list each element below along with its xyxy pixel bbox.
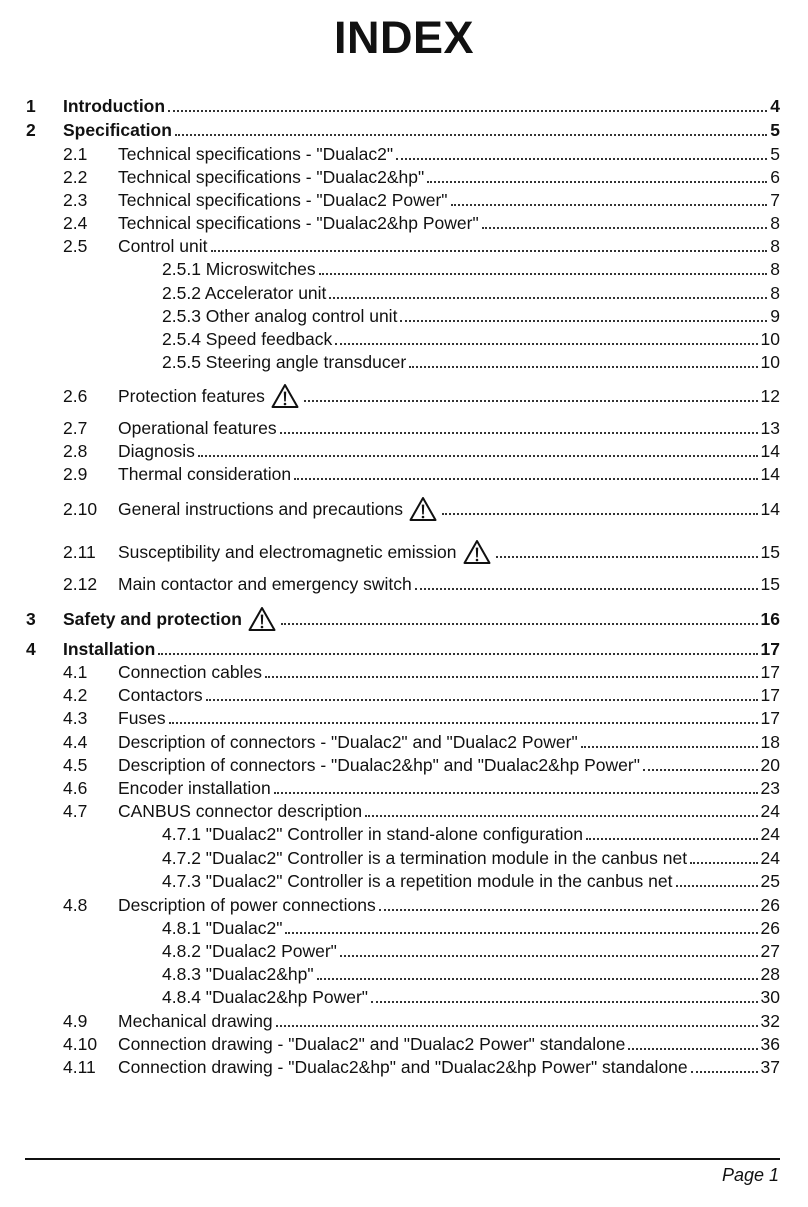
toc-entry-page: 12 bbox=[760, 385, 780, 406]
toc-entry-title: 4.8.4 "Dualac2&hp Power" bbox=[162, 986, 369, 1007]
toc-entry[interactable] bbox=[63, 684, 780, 706]
toc-entry-title: Connection drawing - "Dualac2" and "Dualac2 Power" standalone bbox=[118, 1033, 626, 1054]
toc-entry-title: 4.7.1 "Dualac2" Controller in stand-alone configuration bbox=[162, 823, 584, 844]
toc-entry[interactable] bbox=[63, 417, 780, 439]
toc-entry-number: 2.9 bbox=[63, 463, 88, 484]
toc-entry-title: Connection drawing - "Dualac2&hp" and "Dualac2&hp Power" standalone bbox=[118, 1056, 688, 1077]
toc-entry-title: Control unit bbox=[118, 235, 208, 256]
toc-entry-number: 3 bbox=[26, 608, 36, 629]
toc-entry-number: 4.5 bbox=[63, 754, 88, 775]
dot-leader bbox=[396, 144, 767, 164]
toc-entry-number: 4.11 bbox=[63, 1056, 96, 1077]
toc-entry-page: 36 bbox=[760, 1033, 780, 1054]
toc-entry-number: 2.1 bbox=[63, 143, 88, 164]
dot-leader bbox=[379, 895, 758, 915]
dot-leader bbox=[427, 167, 767, 187]
dot-leader bbox=[175, 120, 767, 140]
toc-entry[interactable] bbox=[63, 731, 780, 753]
toc-entry-title: 4.7.2 "Dualac2" Controller is a termination module in the canbus net bbox=[162, 847, 688, 868]
toc-entry-title: 4.7.3 "Dualac2" Controller is a repetition module in the canbus net bbox=[162, 870, 673, 891]
toc-entry-title: Thermal consideration bbox=[118, 463, 292, 484]
dot-leader bbox=[335, 329, 757, 349]
toc-entry[interactable] bbox=[26, 119, 780, 141]
toc-entry[interactable] bbox=[162, 258, 780, 280]
toc-entry-title: CANBUS connector description bbox=[118, 800, 363, 821]
toc-entry-title: Technical specifications - "Dualac2" bbox=[118, 143, 394, 164]
toc-entry[interactable] bbox=[162, 963, 780, 985]
toc-entry-number: 2.3 bbox=[63, 189, 88, 210]
toc-entry-title: Specification bbox=[63, 119, 172, 140]
dot-leader bbox=[168, 96, 767, 116]
toc-entry[interactable] bbox=[26, 95, 780, 117]
toc-entry-number: 4.7 bbox=[63, 800, 88, 821]
toc-entry-page: 25 bbox=[760, 870, 780, 891]
dot-leader bbox=[586, 824, 758, 844]
dot-leader bbox=[319, 259, 768, 279]
toc-entry-page: 5 bbox=[770, 119, 780, 140]
dot-leader bbox=[628, 1034, 757, 1054]
toc-entry-title: Contactors bbox=[118, 684, 203, 705]
dot-leader bbox=[409, 352, 757, 372]
toc-entry-page: 8 bbox=[770, 258, 780, 279]
dot-leader bbox=[285, 918, 757, 938]
toc-entry-number: 2 bbox=[26, 119, 36, 140]
footer-divider bbox=[25, 1158, 780, 1160]
toc-entry-page: 4 bbox=[770, 95, 780, 116]
dot-leader bbox=[294, 464, 757, 484]
dot-leader bbox=[304, 386, 758, 406]
dot-leader bbox=[169, 708, 758, 728]
dot-leader bbox=[158, 639, 757, 659]
toc-entry[interactable] bbox=[63, 166, 780, 188]
toc-entry[interactable] bbox=[63, 235, 780, 257]
toc-entry-page: 15 bbox=[760, 541, 780, 562]
toc-entry-title: 2.5.5 Steering angle transducer bbox=[162, 351, 407, 372]
dot-leader bbox=[690, 848, 757, 868]
toc-entry[interactable] bbox=[63, 573, 780, 595]
toc-entry-page: 14 bbox=[760, 440, 780, 461]
toc-entry[interactable] bbox=[162, 351, 780, 373]
toc-entry-title: Protection features bbox=[118, 385, 265, 406]
warning-triangle-icon bbox=[248, 606, 276, 632]
toc-entry-title: 4.8.1 "Dualac2" bbox=[162, 917, 283, 938]
dot-leader bbox=[496, 542, 758, 562]
toc-entry[interactable] bbox=[63, 1056, 780, 1078]
dot-leader bbox=[198, 441, 758, 461]
toc-entry-title: Description of connectors - "Dualac2" and "Dualac2 Power" bbox=[118, 731, 578, 752]
toc-entry-page: 37 bbox=[760, 1056, 780, 1077]
toc-entry-title: General instructions and precautions bbox=[118, 498, 404, 519]
toc-entry[interactable] bbox=[63, 440, 780, 462]
toc-entry[interactable] bbox=[63, 894, 780, 916]
toc-entry-page: 10 bbox=[760, 328, 780, 349]
toc-entry[interactable] bbox=[63, 800, 780, 822]
toc-entry[interactable] bbox=[63, 212, 780, 234]
toc-entry-page: 27 bbox=[760, 940, 780, 961]
dot-leader bbox=[340, 941, 758, 961]
toc-entry[interactable] bbox=[162, 847, 780, 869]
toc-entry-page: 5 bbox=[770, 143, 780, 164]
toc-entry[interactable] bbox=[63, 661, 780, 683]
toc-entry-number: 2.8 bbox=[63, 440, 88, 461]
toc-entry-page: 16 bbox=[760, 608, 780, 629]
dot-leader bbox=[365, 801, 757, 821]
toc-entry-title: 4.8.2 "Dualac2 Power" bbox=[162, 940, 337, 961]
toc-entry[interactable] bbox=[162, 328, 780, 350]
toc-entry-page: 13 bbox=[760, 417, 780, 438]
toc-entry-title: Connection cables bbox=[118, 661, 262, 682]
toc-entry[interactable] bbox=[162, 823, 780, 845]
toc-entry-page: 14 bbox=[760, 463, 780, 484]
toc-entry-number: 2.4 bbox=[63, 212, 88, 233]
dot-leader bbox=[676, 871, 758, 891]
dot-leader bbox=[317, 964, 758, 984]
toc-entry-page: 15 bbox=[760, 573, 780, 594]
toc-entry-title: 2.5.2 Accelerator unit bbox=[162, 282, 327, 303]
toc-entry-title: Mechanical drawing bbox=[118, 1010, 273, 1031]
warning-triangle-icon bbox=[463, 539, 491, 565]
toc-entry[interactable] bbox=[162, 870, 780, 892]
toc-entry[interactable] bbox=[63, 754, 780, 776]
toc-entry-page: 24 bbox=[760, 823, 780, 844]
toc-entry[interactable] bbox=[162, 986, 780, 1008]
toc-entry-number: 2.5 bbox=[63, 235, 88, 256]
dot-leader bbox=[274, 778, 758, 798]
page-title: INDEX bbox=[333, 12, 475, 63]
toc-entry-number: 2.2 bbox=[63, 166, 88, 187]
toc-entry-page: 26 bbox=[760, 917, 780, 938]
dot-leader bbox=[482, 213, 768, 233]
toc-entry-page: 17 bbox=[760, 684, 780, 705]
toc-entry-number: 2.6 bbox=[63, 385, 88, 406]
toc-entry-page: 18 bbox=[760, 731, 780, 752]
toc-entry-page: 8 bbox=[770, 282, 780, 303]
toc-entry[interactable] bbox=[63, 463, 780, 485]
toc-entry[interactable] bbox=[162, 917, 780, 939]
warning-triangle-icon bbox=[409, 496, 437, 522]
toc-entry[interactable] bbox=[63, 1010, 780, 1032]
toc-entry-title: 2.5.1 Microswitches bbox=[162, 258, 316, 279]
toc-entry-page: 10 bbox=[760, 351, 780, 372]
toc-entry[interactable] bbox=[63, 143, 780, 165]
toc-entry[interactable] bbox=[63, 189, 780, 211]
toc-entry-page: 17 bbox=[760, 707, 780, 728]
toc-entry[interactable] bbox=[63, 541, 780, 563]
toc-entry-page: 23 bbox=[760, 777, 780, 798]
footer-page-number: Page 1 bbox=[721, 1165, 779, 1185]
toc-entry-number: 4.6 bbox=[63, 777, 88, 798]
toc-entry-title: Main contactor and emergency switch bbox=[118, 573, 412, 594]
toc-entry-title: Safety and protection bbox=[63, 608, 242, 629]
dot-leader bbox=[211, 236, 768, 256]
dot-leader bbox=[276, 1011, 758, 1031]
toc-entry-page: 9 bbox=[770, 305, 780, 326]
dot-leader bbox=[415, 574, 758, 594]
toc-entry[interactable] bbox=[162, 940, 780, 962]
toc-entry-number: 4.1 bbox=[63, 661, 88, 682]
toc-entry-title: Introduction bbox=[63, 95, 166, 116]
toc-entry-title: 4.8.3 "Dualac2&hp" bbox=[162, 963, 314, 984]
toc-entry-number: 4.9 bbox=[63, 1010, 88, 1031]
toc-entry-title: Technical specifications - "Dualac2&hp Power" bbox=[118, 212, 479, 233]
dot-leader bbox=[281, 609, 758, 629]
toc-entry-title: Encoder installation bbox=[118, 777, 271, 798]
dot-leader bbox=[581, 732, 758, 752]
toc-entry-title: 2.5.4 Speed feedback bbox=[162, 328, 333, 349]
toc-entry-number: 4.2 bbox=[63, 684, 88, 705]
toc-entry-title: 2.5.3 Other analog control unit bbox=[162, 305, 398, 326]
toc-entry[interactable] bbox=[63, 1033, 780, 1055]
dot-leader bbox=[643, 755, 758, 775]
toc-entry-number: 4.10 bbox=[63, 1033, 98, 1054]
toc-entry[interactable] bbox=[26, 638, 780, 660]
toc-entry-number: 2.10 bbox=[63, 498, 98, 519]
toc-entry-number: 4.3 bbox=[63, 707, 88, 728]
toc-entry-number: 4.4 bbox=[63, 731, 88, 752]
toc-entry[interactable] bbox=[26, 608, 780, 630]
toc-entry-title: Diagnosis bbox=[118, 440, 195, 461]
dot-leader bbox=[206, 685, 758, 705]
toc-entry-page: 8 bbox=[770, 212, 780, 233]
toc-entry-page: 32 bbox=[760, 1010, 780, 1031]
dot-leader bbox=[371, 987, 758, 1007]
toc-entry-page: 14 bbox=[760, 498, 780, 519]
toc-entry-number: 2.7 bbox=[63, 417, 88, 438]
dot-leader bbox=[329, 283, 767, 303]
toc-entry-number: 2.12 bbox=[63, 573, 98, 594]
toc-entry-number: 4.8 bbox=[63, 894, 88, 915]
toc-entry-number: 1 bbox=[26, 95, 36, 116]
toc-entry-number: 2.11 bbox=[63, 541, 96, 562]
toc-entry-page: 6 bbox=[770, 166, 780, 187]
dot-leader bbox=[451, 190, 768, 210]
toc-entry-title: Technical specifications - "Dualac2&hp" bbox=[118, 166, 425, 187]
toc-entry-title: Operational features bbox=[118, 417, 277, 438]
toc-entry[interactable] bbox=[63, 777, 780, 799]
toc-entry-title: Installation bbox=[63, 638, 156, 659]
toc-entry-number: 4 bbox=[26, 638, 36, 659]
dot-leader bbox=[265, 662, 758, 682]
dot-leader bbox=[400, 306, 767, 326]
warning-triangle-icon bbox=[271, 383, 299, 409]
toc-entry[interactable] bbox=[63, 498, 780, 520]
toc-entry-page: 24 bbox=[760, 847, 780, 868]
toc-entry-page: 8 bbox=[770, 235, 780, 256]
toc-entry-page: 20 bbox=[760, 754, 780, 775]
toc-entry-title: Description of connectors - "Dualac2&hp" and "Dualac2&hp Power" bbox=[118, 754, 640, 775]
toc-entry[interactable] bbox=[63, 707, 780, 729]
dot-leader bbox=[691, 1057, 758, 1077]
toc-entry-page: 28 bbox=[760, 963, 780, 984]
dot-leader bbox=[442, 499, 758, 519]
toc-entry-page: 26 bbox=[760, 894, 780, 915]
toc-entry-page: 17 bbox=[760, 638, 780, 659]
toc-entry[interactable] bbox=[162, 282, 780, 304]
toc-entry-title: Susceptibility and electromagnetic emission bbox=[118, 541, 457, 562]
toc-entry-page: 30 bbox=[760, 986, 780, 1007]
dot-leader bbox=[280, 418, 758, 438]
toc-entry[interactable] bbox=[63, 385, 780, 407]
toc-entry-title: Fuses bbox=[118, 707, 166, 728]
toc-entry-page: 7 bbox=[770, 189, 780, 210]
toc-entry-title: Description of power connections bbox=[118, 894, 376, 915]
toc-entry-title: Technical specifications - "Dualac2 Power" bbox=[118, 189, 448, 210]
toc-entry-page: 17 bbox=[760, 661, 780, 682]
toc-entry[interactable] bbox=[162, 305, 780, 327]
toc-entry-page: 24 bbox=[760, 800, 780, 821]
